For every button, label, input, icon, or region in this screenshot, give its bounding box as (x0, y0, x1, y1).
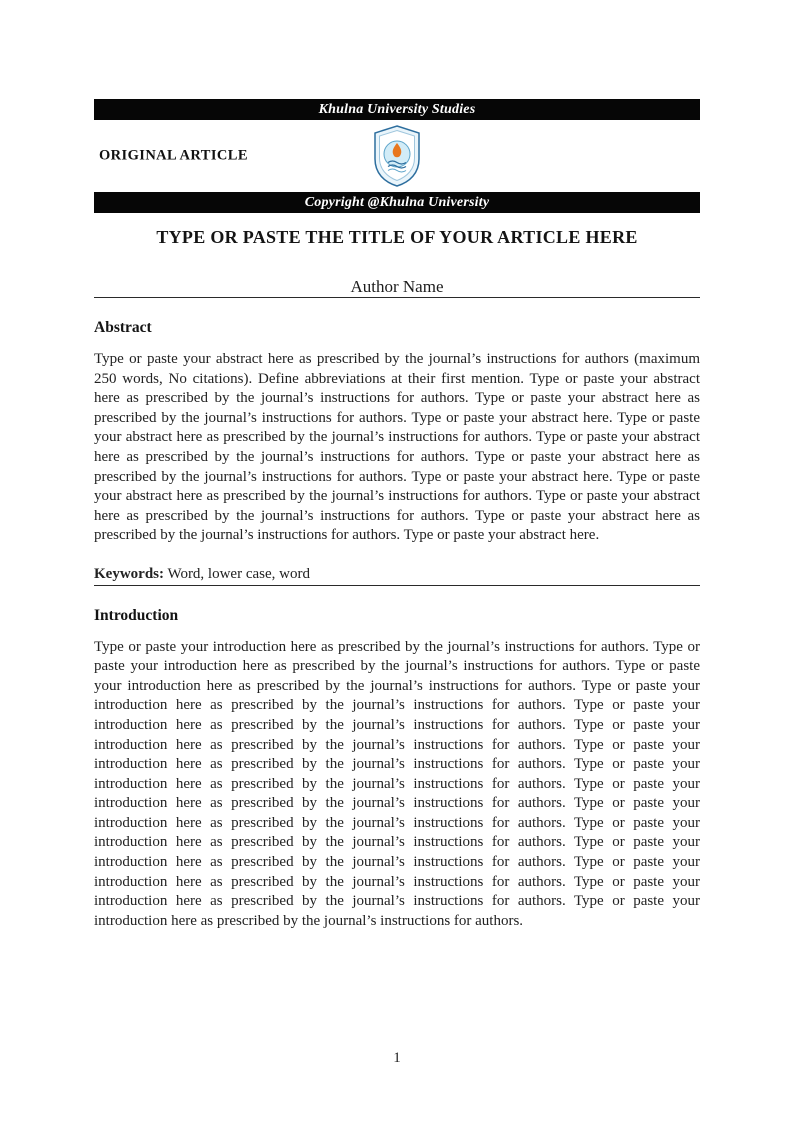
journal-title: Khulna University Studies (318, 101, 476, 117)
university-crest-icon (374, 125, 420, 187)
copyright-banner (94, 192, 700, 213)
journal-title-banner (94, 99, 700, 120)
keywords-line (94, 565, 700, 585)
author-name: Author Name (350, 277, 444, 296)
copyright-text: Copyright @Khulna University (304, 194, 490, 210)
introduction-body: Type or paste your introduction here as prescribed by the journal’s instructions for authors. Type or paste your introduction here as prescribed by the journal’s instructions for authors. Type or paste your introduction here as prescribed by the journal’s instructions for authors. Type or paste your introduction here as prescribed by the journal’s instructions for authors. Type or paste your introduction here as prescribed by the journal’s instructions for authors. Type or paste your introduction here as prescribed by the journal’s instructions for authors. Type or paste your introduction here as prescribed by the journal’s instructions for authors. Type or paste your introduction here as prescribed by the journal’s instructions for authors. Type or paste your introduction here as prescribed by the journal’s instructions for authors. Type or paste your introduction here as prescribed by the journal’s instructions for authors. Type or paste your introduction here as prescribed by the journal’s instructions for authors. Type or paste your introduction here as prescribed by the journal’s instructions for authors. Type or paste your introduction here as prescribed by the journal’s instructions for authors. Type or paste your introduction here as prescribed by the journal’s instructions for authors. Type or paste your introduction here as prescribed by the journal’s instructions for authors. (94, 638, 700, 929)
page-number: 1 (393, 1050, 401, 1066)
page-content (94, 99, 700, 931)
abstract-body: Type or paste your abstract here as prescribed by the journal’s instructions for authors (maximum 250 words, No citations). Define abbreviations at their first mention. Type or paste your abstract here as prescribed by the journal’s instructions for authors. Type or paste your abstract here as prescribed by the journal’s instructions for authors. Type or paste your abstract here. Type or paste your abstract here as prescribed by the journal’s instructions for authors. Type or paste your abstract here as prescribed by the journal’s instructions for authors. Type or paste your abstract here as prescribed by the journal’s instructions for authors. Type or paste your abstract here. Type or paste your abstract here as prescribed by the journal’s instructions for authors. Type or paste your abstract here as prescribed by the journal’s instructions for authors. Type or paste your abstract here as prescribed by the journal’s instructions for authors. Type or paste your abstract here. (94, 351, 700, 544)
keywords-value: Word, lower case, word (167, 565, 310, 582)
keywords-label: Keywords: (94, 565, 164, 582)
header-row (94, 120, 700, 192)
article-type-label: ORIGINAL ARTICLE (99, 147, 248, 164)
article-title: TYPE OR PASTE THE TITLE OF YOUR ARTICLE HERE (156, 227, 638, 247)
divider-top (94, 297, 700, 298)
divider-middle (94, 585, 700, 586)
introduction-heading: Introduction (94, 606, 179, 624)
abstract-heading: Abstract (94, 319, 152, 336)
